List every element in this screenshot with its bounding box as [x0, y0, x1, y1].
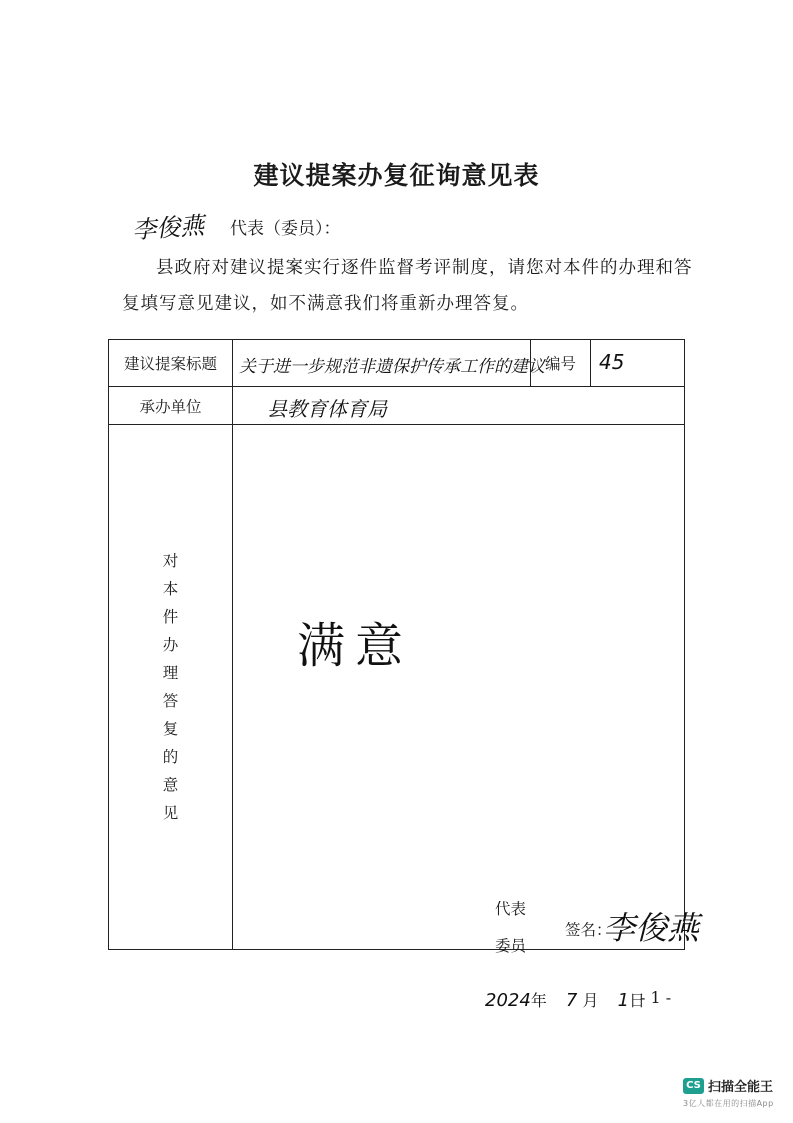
opinion-label-char: 见: [162, 804, 179, 822]
page-number: - 1 -: [640, 988, 672, 1007]
committee-label: 委员: [495, 937, 527, 955]
opinion-value: 满意: [297, 618, 414, 674]
opinion-label-char: 复: [162, 720, 179, 738]
date-month: 7: [565, 990, 578, 1011]
watermark-name: 扫描全能王: [708, 1080, 774, 1095]
day-suffix: 日: [629, 991, 646, 1010]
watermark-tagline: 3亿人都在用的扫描App: [683, 1099, 774, 1108]
opinion-label-char: 的: [162, 748, 179, 766]
salutation-text: 代表（委员）：: [230, 219, 341, 239]
signature: 李俊燕: [603, 909, 700, 947]
opinion-label-cell: [109, 425, 233, 950]
number-value-cell: [591, 340, 685, 387]
scanner-watermark: [683, 1076, 773, 1095]
opinion-label-char: 对: [162, 552, 179, 570]
rep-label: 代表: [495, 900, 527, 918]
opinion-form: [108, 339, 700, 1011]
opinion-label-char: 答: [162, 692, 179, 710]
date-year: 2024: [485, 990, 531, 1011]
number-label: 编号: [531, 340, 591, 387]
date-line: [485, 988, 645, 1011]
opinion-label: [109, 547, 232, 827]
date-day: 1: [617, 990, 630, 1011]
dept-value-cell: [233, 387, 685, 425]
opinion-label-char: 理: [162, 664, 179, 682]
opinion-value-cell: [233, 425, 700, 1011]
opinion-label-char: 办: [162, 636, 179, 654]
title-value-cell: [233, 340, 545, 387]
opinion-label-char: 件: [162, 608, 179, 626]
title-label: 建议提案标题: [109, 340, 233, 387]
opinion-label-char: 本: [162, 580, 179, 598]
month-suffix: 月: [582, 991, 599, 1010]
instruction-paragraph: 县政府对建议提案实行逐件监督考评制度，请您对本件的办理和答复填写意见建议，如不满意我们将重新办理答复。: [122, 258, 693, 314]
sign-label: 签名：: [565, 921, 612, 939]
number-value: 45: [599, 350, 625, 374]
dept-value: 县教育体育局: [267, 397, 387, 421]
dept-label: 承办单位: [109, 387, 233, 425]
opinion-label-char: 意: [162, 776, 179, 794]
year-suffix: 年: [530, 991, 547, 1010]
document-title: 建议提案办复征询意见表: [253, 161, 540, 190]
title-value: 关于进一步规范非遗保护传承工作的建议: [239, 357, 545, 377]
cs-logo-icon: CS: [683, 1078, 704, 1094]
salutation-signature: 李俊燕: [131, 211, 206, 245]
